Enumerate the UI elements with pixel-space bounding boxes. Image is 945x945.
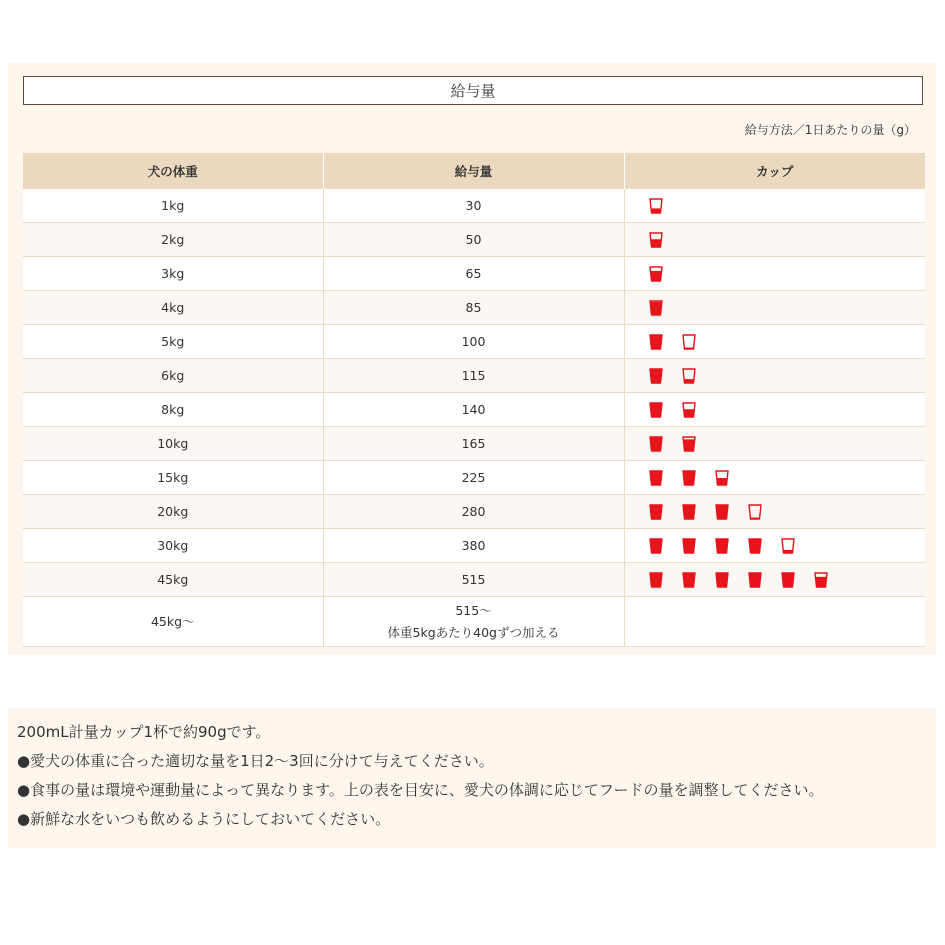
cup-fill	[650, 239, 661, 247]
table-row	[23, 529, 925, 563]
cup-icons	[625, 402, 926, 418]
feeding-panel	[8, 63, 936, 655]
weight-cell: 30kg	[23, 529, 323, 563]
full-cup-icon	[715, 572, 729, 588]
partial-cup-icon	[715, 470, 729, 486]
amount-cell: 30	[323, 189, 624, 223]
cup-icons	[625, 232, 926, 248]
cup-icons	[625, 470, 926, 486]
full-cup-icon	[715, 538, 729, 554]
weight-cell: 3kg	[23, 257, 323, 291]
section-title-text: 給与量	[450, 82, 496, 100]
table-row	[23, 427, 925, 461]
full-cup-icon	[781, 572, 795, 588]
partial-cup-icon	[814, 572, 828, 588]
cup-outline	[749, 505, 761, 519]
cup-icons	[625, 198, 926, 214]
amount-cell: 115	[323, 359, 624, 393]
full-cup-icon	[682, 538, 696, 554]
cups-cell	[624, 495, 925, 529]
weight-cell: 5kg	[23, 325, 323, 359]
amount-cell: 380	[323, 529, 624, 563]
cup-icons	[625, 538, 926, 554]
table-body	[23, 189, 925, 647]
partial-cup-icon	[682, 334, 696, 350]
cups-cell	[624, 529, 925, 563]
full-cup-icon	[649, 538, 663, 554]
header-cups: カップ	[624, 153, 925, 189]
cup-fill	[815, 576, 826, 586]
partial-cup-icon	[748, 504, 762, 520]
full-cup-icon	[748, 538, 762, 554]
amount-cell: 280	[323, 495, 624, 529]
partial-cup-icon	[649, 300, 663, 316]
weight-cell: 10kg	[23, 427, 323, 461]
partial-cup-icon	[649, 198, 663, 214]
cups-cell	[624, 427, 925, 461]
cup-outline	[683, 335, 695, 349]
amount-line-1: 515〜	[455, 603, 492, 619]
full-cup-icon	[715, 504, 729, 520]
amount-line-2: 体重5kgあたり40gずつ加える	[387, 624, 560, 640]
table-row	[23, 359, 925, 393]
weight-cell: 1kg	[23, 189, 323, 223]
weight-cell: 2kg	[23, 223, 323, 257]
table-row-over-45kg	[23, 597, 925, 647]
table-row	[23, 461, 925, 495]
amount-cell: 225	[323, 461, 624, 495]
table-row	[23, 189, 925, 223]
cup-icons	[625, 368, 926, 384]
cups-cell	[624, 563, 925, 597]
cups-cell	[624, 597, 925, 647]
table-row	[23, 257, 925, 291]
partial-cup-icon	[682, 436, 696, 452]
amount-cell: 85	[323, 291, 624, 325]
full-cup-icon	[682, 470, 696, 486]
full-cup-icon	[748, 572, 762, 588]
partial-cup-icon	[649, 232, 663, 248]
note-split-meals: ●愛犬の体重に合った適切な量を1日2〜3回に分けて与えてください。	[17, 752, 494, 770]
amount-cell: 140	[323, 393, 624, 427]
table-row	[23, 563, 925, 597]
table-row	[23, 495, 925, 529]
weight-cell: 8kg	[23, 393, 323, 427]
amount-cell: 165	[323, 427, 624, 461]
cups-cell	[624, 291, 925, 325]
weight-cell: 6kg	[23, 359, 323, 393]
full-cup-icon	[649, 334, 663, 350]
partial-cup-icon	[649, 266, 663, 282]
full-cup-icon	[649, 436, 663, 452]
weight-cell: 20kg	[23, 495, 323, 529]
cups-cell	[624, 223, 925, 257]
full-cup-icon	[682, 504, 696, 520]
full-cup-icon	[649, 470, 663, 486]
feeding-table	[23, 153, 925, 647]
table-row	[23, 223, 925, 257]
amount-cell	[323, 597, 624, 647]
cup-fill	[650, 270, 661, 280]
amount-cell: 515	[323, 563, 624, 597]
cups-cell	[624, 189, 925, 223]
weight-cell: 45kg〜	[23, 597, 323, 647]
full-cup-icon	[682, 572, 696, 588]
cups-cell	[624, 325, 925, 359]
cup-icons	[625, 334, 926, 350]
table-row	[23, 393, 925, 427]
unit-note: 給与方法／1日あたりの量（g）	[744, 123, 916, 137]
cup-icons	[625, 266, 926, 282]
amount-cell: 65	[323, 257, 624, 291]
notes-panel	[8, 708, 936, 848]
cups-cell	[624, 257, 925, 291]
cup-icons	[625, 504, 926, 520]
weight-cell: 4kg	[23, 291, 323, 325]
note-fresh-water: ●新鮮な水をいつも飲めるようにしておいてください。	[17, 810, 391, 828]
note-cup-measure: 200mL計量カップ1杯で約90gです。	[17, 723, 271, 741]
cup-fill	[683, 409, 694, 417]
cups-cell	[624, 359, 925, 393]
amount-cell: 50	[323, 223, 624, 257]
table-row	[23, 325, 925, 359]
full-cup-icon	[649, 402, 663, 418]
cups-cell	[624, 461, 925, 495]
full-cup-icon	[649, 572, 663, 588]
cup-icons	[625, 572, 926, 588]
header-amount: 給与量	[323, 153, 624, 189]
section-title	[23, 76, 923, 105]
amount-cell: 100	[323, 325, 624, 359]
note-adjust-amount: ●食事の量は環境や運動量によって異なります。上の表を目安に、愛犬の体調に応じてフードの量を調整してください。	[17, 781, 824, 799]
partial-cup-icon	[781, 538, 795, 554]
weight-cell: 15kg	[23, 461, 323, 495]
full-cup-icon	[649, 504, 663, 520]
full-cup-icon	[649, 368, 663, 384]
cup-fill	[716, 478, 727, 485]
partial-cup-icon	[682, 402, 696, 418]
cups-cell	[624, 393, 925, 427]
table-row	[23, 291, 925, 325]
cup-icons	[625, 300, 926, 316]
weight-cell: 45kg	[23, 563, 323, 597]
cup-icons	[625, 436, 926, 452]
partial-cup-icon	[682, 368, 696, 384]
table-header-row	[23, 153, 925, 189]
header-weight: 犬の体重	[23, 153, 323, 189]
